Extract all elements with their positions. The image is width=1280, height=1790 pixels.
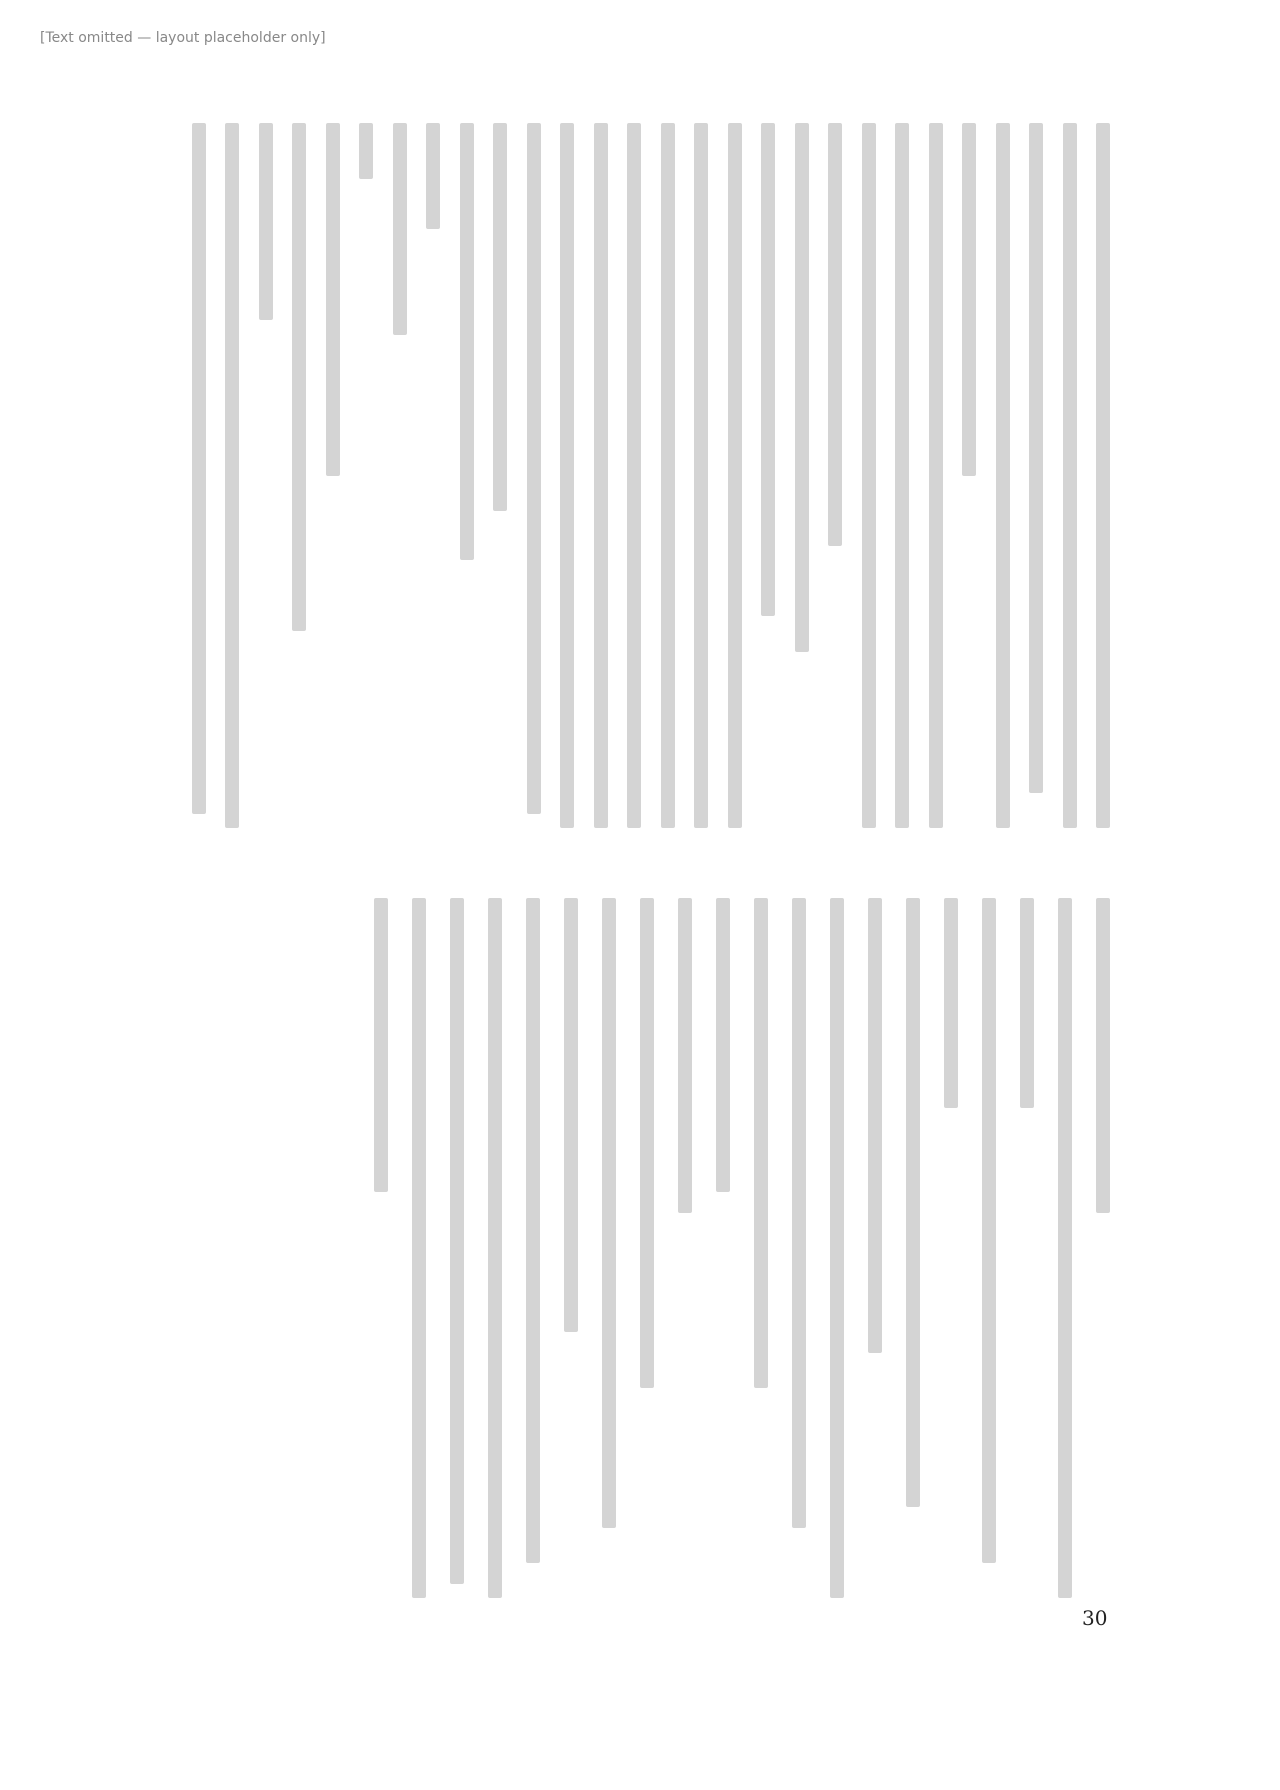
vertical-text-block-bottom [320, 898, 1110, 1598]
text-column-placeholder [862, 123, 876, 828]
vertical-text-block-top [185, 123, 1110, 828]
text-column-placeholder [906, 898, 920, 1507]
text-column-placeholder [982, 898, 996, 1563]
text-column-placeholder [594, 123, 608, 828]
text-column-placeholder [754, 898, 768, 1388]
text-column-placeholder [259, 123, 273, 320]
text-column-placeholder [627, 123, 641, 828]
text-column-placeholder [716, 898, 730, 1192]
text-column-placeholder [493, 123, 507, 511]
text-column-placeholder [944, 898, 958, 1108]
text-column-placeholder [1096, 123, 1110, 828]
page-number: 30 [1082, 1606, 1108, 1630]
text-column-placeholder [830, 898, 844, 1598]
text-column-placeholder [602, 898, 616, 1528]
text-column-placeholder [694, 123, 708, 828]
text-column-placeholder [962, 123, 976, 476]
text-column-placeholder [678, 898, 692, 1213]
text-column-placeholder [426, 123, 440, 229]
redaction-notice: [Text omitted — layout placeholder only] [40, 30, 326, 46]
text-column-placeholder [640, 898, 654, 1388]
text-column-placeholder [929, 123, 943, 828]
text-column-placeholder [412, 898, 426, 1598]
text-column-placeholder [996, 123, 1010, 828]
text-column-placeholder [1029, 123, 1043, 793]
text-column-placeholder [374, 898, 388, 1192]
text-column-placeholder [1063, 123, 1077, 828]
text-column-placeholder [450, 898, 464, 1584]
text-column-placeholder [661, 123, 675, 828]
text-column-placeholder [792, 898, 806, 1528]
text-column-placeholder [868, 898, 882, 1353]
text-column-placeholder [795, 123, 809, 652]
text-column-placeholder [192, 123, 206, 814]
text-column-placeholder [564, 898, 578, 1332]
text-column-placeholder [393, 123, 407, 335]
text-column-placeholder [526, 898, 540, 1563]
text-column-placeholder [560, 123, 574, 828]
text-column-placeholder [460, 123, 474, 560]
text-column-placeholder [292, 123, 306, 631]
text-column-placeholder [1020, 898, 1034, 1108]
text-column-placeholder [761, 123, 775, 616]
text-column-placeholder [326, 123, 340, 476]
text-column-placeholder [895, 123, 909, 828]
text-column-placeholder [359, 123, 373, 179]
text-column-placeholder [1096, 898, 1110, 1213]
text-column-placeholder [225, 123, 239, 828]
text-column-placeholder [488, 898, 502, 1598]
text-column-placeholder [527, 123, 541, 814]
text-column-placeholder [1058, 898, 1072, 1598]
text-column-placeholder [828, 123, 842, 546]
text-column-placeholder [728, 123, 742, 828]
